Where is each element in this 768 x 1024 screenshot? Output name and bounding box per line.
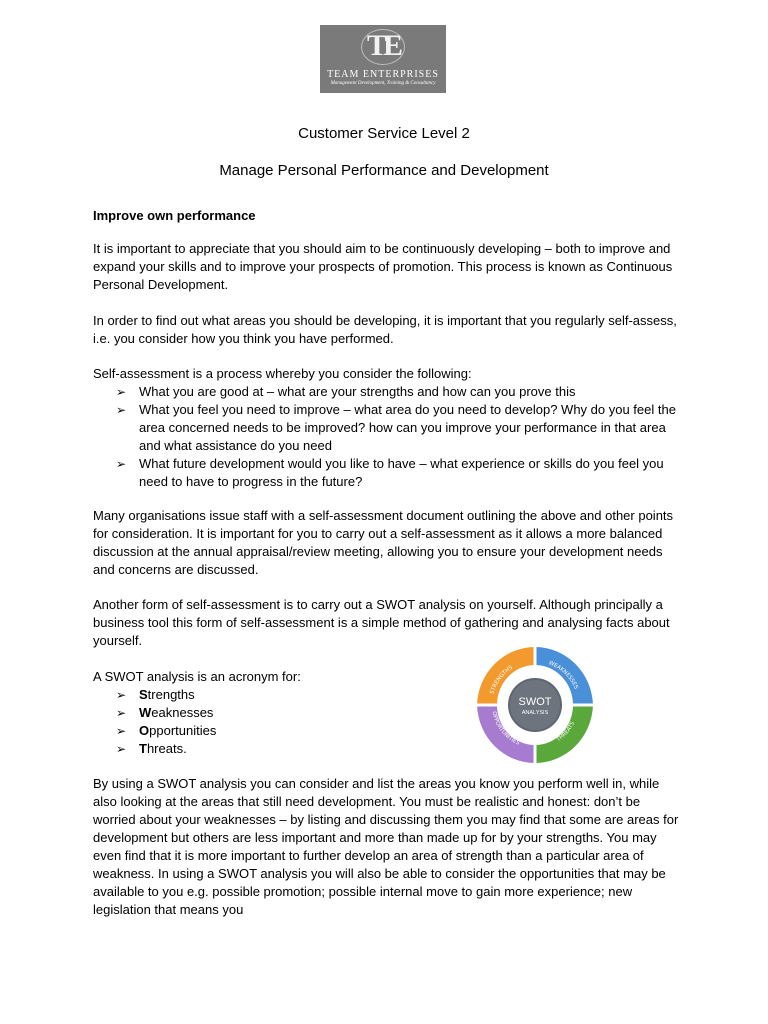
swot-label-weaknesses: WEAKNESSES [547,660,579,691]
arrow-bullet-icon: ➢ [116,385,127,399]
document-subtitle: Manage Personal Performance and Development [219,162,549,179]
list-item: ➢ What future development would you like to have – what experience or skills do you feel you need to have to progress in the future? [116,456,664,489]
paragraph-text: Many organisations issue staff with a self-assessment document outlining the above and other points for consideration. It is important for you to carry out a self-assessment as it allows a more balanced discussion at the annual appraisal/review meeting, allowing you to ensure your development needs and concerns are discussed. [93,508,674,577]
arrow-bullet-icon: ➢ [116,403,127,417]
swot-list [93,686,433,758]
swot-intro: A SWOT analysis is an acronym for: [93,669,301,684]
swot-label-opportunities: OPPORTUNITIES [490,710,521,747]
paragraph-text: In order to find out what areas you should be developing, it is important that you regularly self-assess, i.e. you consider how you think you have performed. [93,313,677,346]
paragraph-text: By using a SWOT analysis you can consider and list the areas you know you perform well in, while also looking at the areas that still need development. You must be realistic and honest: don’t be worried about your weaknesses – by listing and discussing them you may find that some are areas for development but others are less important and more than made up for by your strengths. You may even find that it is more important to further develop an area of strength than a particular area of weakness. In using a SWOT analysis you will also be able to consider the opportunities that may be available to you e.g. possible promotion; possible internal move to gain more experience; new legislation that means you [93,776,679,917]
paragraph-4 [93,507,683,579]
arrow-bullet-icon: ➢ [116,742,127,756]
self-assessment-list [93,383,683,491]
paragraph-text: It is important to appreciate that you should aim to be continuously developing – both to improve and expand your skills and to improve your prospects of promotion. This process is known as Continuous Personal Development. [93,241,673,292]
logo-name: TEAM ENTERPRISES [327,69,439,80]
logo-mark: TE [361,29,405,65]
swot-label-threats: THREATS [555,720,577,743]
paragraph-text: Another form of self-assessment is to carry out a SWOT analysis on yourself. Although principally a business tool this form of self-assessment is a simple method of gathering and analysing facts about yourself. [93,597,670,648]
list-item: ➢ Strengths [116,687,195,702]
self-assessment-block [93,365,683,491]
self-assessment-intro: Self-assessment is a process whereby you consider the following: [93,366,472,381]
list-item: ➢ Opportunities [116,723,217,738]
paragraph-2 [93,312,683,348]
swot-center-title: SWOT [518,696,552,708]
swot-center-subtitle: ANALYSIS [521,710,549,716]
paragraph-6 [93,775,683,919]
swot-diagram [470,643,600,767]
section-heading: Improve own performance [93,208,256,223]
swot-label-strengths: STRENGTHS [489,664,514,695]
logo-tagline: Management Development, Training & Consultancy [330,81,436,86]
list-item: ➢ What you are good at – what are your strengths and how can you prove this [116,384,576,399]
swot-list-block [93,668,433,758]
list-item: ➢ Weaknesses [116,705,214,720]
paragraph-5 [93,596,683,650]
arrow-bullet-icon: ➢ [116,706,127,720]
company-logo [320,25,446,93]
section-heading-block [93,207,683,225]
arrow-bullet-icon: ➢ [116,724,127,738]
list-item: ➢ What you feel you need to improve – what area do you need to develop? Why do you feel the area concerned needs to be improved? how can you improve your performance in that area and what assistance do you need [116,402,676,453]
paragraph-1 [93,240,683,294]
list-item: ➢ Threats. [116,741,187,756]
arrow-bullet-icon: ➢ [116,688,127,702]
document-title: Customer Service Level 2 [298,125,470,142]
arrow-bullet-icon: ➢ [116,457,127,471]
